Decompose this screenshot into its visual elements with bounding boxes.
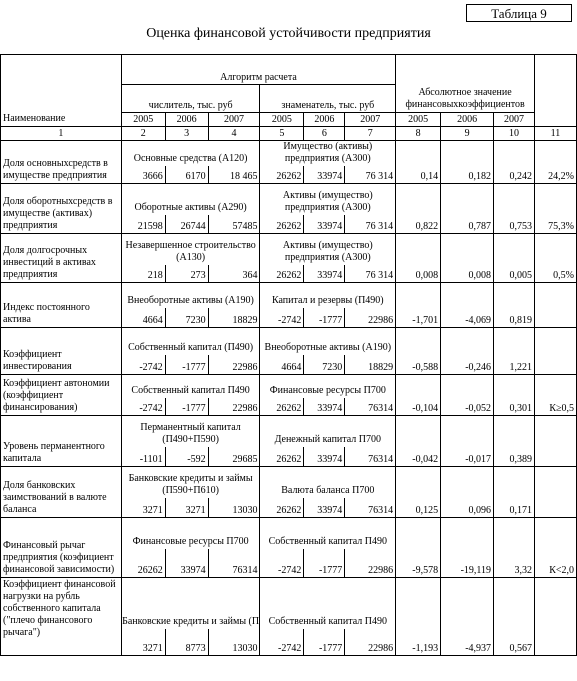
numerator-value: 33974 [165,549,208,577]
indicator-name: Доля долгосрочных инвестиций в активах предприятия [1,233,122,282]
numerator-value: 6170 [165,166,208,183]
denominator-value: -2742 [260,308,304,327]
numerator-label: Незавершенное строительство (А130) [121,233,260,265]
coefficient-spacer [494,577,535,629]
table-row [1,517,577,549]
year-coef-2006: 2006 [441,113,494,127]
norm-value [535,355,577,374]
norm-spacer [535,327,577,355]
numerator-value: 29685 [208,447,260,466]
coefficient-spacer [441,577,494,629]
norm-spacer [535,374,577,398]
denominator-value: 26262 [260,447,304,466]
year-coef-2007: 2007 [494,113,535,127]
norm-spacer [535,466,577,498]
numerator-value: -1777 [165,355,208,374]
numerator-label: Финансовые ресурсы П700 [121,517,260,549]
numerator-value: 26744 [165,215,208,233]
numerator-value: 8773 [165,629,208,655]
column-number: 10 [494,127,535,141]
indicator-name: Уровень перманентного капитала [1,415,122,466]
coefficient-spacer [441,183,494,215]
coefficient-value: -0,588 [396,355,441,374]
coefficient-value: 0,008 [441,265,494,282]
numerator-value: 3271 [121,498,165,517]
coefficient-spacer [441,466,494,498]
numerator-value: 26262 [121,549,165,577]
numerator-value: 22986 [208,398,260,415]
coefficient-value: 0,822 [396,215,441,233]
norm-spacer [535,577,577,629]
indicator-name: Доля банковских заимствований в валюте баланса [1,466,122,517]
coefficient-value: 0,301 [494,398,535,415]
denominator-value: 7230 [304,355,345,374]
coefficient-value: -4,937 [441,629,494,655]
numerator-value: -2742 [121,398,165,415]
coefficient-spacer [494,183,535,215]
coefficient-value: -0,042 [396,447,441,466]
numerator-value: -1101 [121,447,165,466]
table-row [1,282,577,308]
coefficient-spacer [441,141,494,167]
numerator-value: 18 465 [208,166,260,183]
norm-value [535,308,577,327]
numerator-value: 4664 [121,308,165,327]
column-number: 9 [441,127,494,141]
coefficient-spacer [396,183,441,215]
column-number: 6 [304,127,345,141]
numerator-value: 22986 [208,355,260,374]
denominator-value: 76 314 [345,166,396,183]
denominator-label: Собственный капитал П490 [260,517,396,549]
column-number: 7 [345,127,396,141]
denominator-label: Имущество (активы) предприятия (А300) [260,141,396,167]
coefficient-value: 0,171 [494,498,535,517]
numerator-value: 13030 [208,629,260,655]
coefficient-spacer [441,517,494,549]
coefficient-spacer [494,374,535,398]
coefficient-spacer [441,282,494,308]
column-number: 3 [165,127,208,141]
denominator-value: 33974 [304,265,345,282]
numerator-label: Собственный капитал П490 [121,374,260,398]
coefficient-spacer [494,233,535,265]
denominator-value: 33974 [304,166,345,183]
coefficient-spacer [441,327,494,355]
header-numerator: числитель, тыс. руб [121,85,260,113]
denominator-value: 33974 [304,498,345,517]
indicator-name: Финансовый рычаг предприятия (коэфициент финансовой зависимости) [1,517,122,577]
table-row [1,141,577,167]
norm-value: К≥0,5 [535,398,577,415]
numerator-value: 273 [165,265,208,282]
numerator-label: Перманентный капитал (П490+П590) [121,415,260,447]
table-row [1,327,577,355]
denominator-value: 26262 [260,265,304,282]
header-absolute: Абсолютное значение финансовыхкоэффициентов [396,55,535,113]
numerator-label: Внеоборотные активы (А190) [121,282,260,308]
norm-spacer [535,141,577,167]
numerator-value: 21598 [121,215,165,233]
indicator-name: Коэффициент финансовой нагрузки на рубль собственного капитала ("плечо финансового рычага") [1,577,122,655]
column-number: 1 [1,127,122,141]
denominator-value: 76 314 [345,265,396,282]
numerator-value: 3271 [121,629,165,655]
denominator-value: -1777 [304,629,345,655]
denominator-value: 26262 [260,166,304,183]
denominator-value: 26262 [260,215,304,233]
table-row [1,577,577,629]
numerator-label: Основные средства (А120) [121,141,260,167]
year-den-2006: 2006 [304,113,345,127]
year-den-2005: 2005 [260,113,304,127]
coefficient-spacer [441,233,494,265]
header-norm [535,55,577,127]
year-num-2006: 2006 [165,113,208,127]
denominator-value: 4664 [260,355,304,374]
norm-value [535,629,577,655]
denominator-value: 26262 [260,398,304,415]
column-number: 2 [121,127,165,141]
coefficient-spacer [441,374,494,398]
table-number: Таблица 9 [466,4,572,22]
coefficient-value: 0,787 [441,215,494,233]
coefficient-value: 0,096 [441,498,494,517]
numerator-value: 218 [121,265,165,282]
norm-value [535,447,577,466]
numerator-value: 3666 [121,166,165,183]
coefficient-value: 0,182 [441,166,494,183]
numerator-label: Оборотные активы (А290) [121,183,260,215]
coefficient-value: -0,246 [441,355,494,374]
coefficient-value: 0,005 [494,265,535,282]
coefficient-value: -9,578 [396,549,441,577]
coefficient-spacer [494,141,535,167]
numerator-value: -2742 [121,355,165,374]
column-number: 11 [535,127,577,141]
denominator-label: Внеоборотные активы (А190) [260,327,396,355]
norm-spacer [535,282,577,308]
numerator-value: -592 [165,447,208,466]
coefficient-spacer [396,327,441,355]
coefficient-value: -0,017 [441,447,494,466]
denominator-label: Активы (имущество) предприятия (А300) [260,233,396,265]
numerator-value: 18829 [208,308,260,327]
coefficient-value: 0,14 [396,166,441,183]
norm-spacer [535,415,577,447]
year-coef-2005: 2005 [396,113,441,127]
coefficient-spacer [494,466,535,498]
coefficient-value: -4,069 [441,308,494,327]
table-row [1,374,577,398]
coefficient-value: 3,32 [494,549,535,577]
norm-value: 0,5% [535,265,577,282]
denominator-value: 22986 [345,629,396,655]
indicator-name: Коэффициент инвестирования [1,327,122,374]
coefficient-value: 0,242 [494,166,535,183]
denominator-label: Денежный капитал П700 [260,415,396,447]
denominator-label: Собственный капитал П490 [260,577,396,629]
numerator-value: 3271 [165,498,208,517]
denominator-value: 76314 [345,447,396,466]
numerator-value: 76314 [208,549,260,577]
coefficient-spacer [441,415,494,447]
denominator-value: -1777 [304,549,345,577]
norm-value: 75,3% [535,215,577,233]
coefficient-spacer [494,327,535,355]
coefficient-value: -0,052 [441,398,494,415]
table-row [1,466,577,498]
denominator-value: 33974 [304,215,345,233]
denominator-value: 33974 [304,398,345,415]
column-number: 8 [396,127,441,141]
year-num-2005: 2005 [121,113,165,127]
coefficient-value: 1,221 [494,355,535,374]
denominator-label: Финансовые ресурсы П700 [260,374,396,398]
coefficient-value: -1,193 [396,629,441,655]
indicator-name: Индекс постоянного актива [1,282,122,327]
denominator-value: 18829 [345,355,396,374]
header-algorithm: Алгоритм расчета [121,55,395,85]
coefficient-spacer [396,233,441,265]
coefficient-spacer [494,517,535,549]
table-row [1,233,577,265]
denominator-value: 76314 [345,498,396,517]
coefficient-spacer [494,282,535,308]
numerator-label: Собственный капитал (П490) [121,327,260,355]
column-number: 4 [208,127,260,141]
coefficient-value: 0,819 [494,308,535,327]
header-name: Наименование [1,55,122,127]
denominator-value: -2742 [260,629,304,655]
coefficient-value: 0,125 [396,498,441,517]
coefficient-spacer [396,282,441,308]
numerator-value: 7230 [165,308,208,327]
denominator-value: 76314 [345,398,396,415]
norm-spacer [535,183,577,215]
norm-spacer [535,233,577,265]
denominator-label: Валюта баланса П700 [260,466,396,498]
indicator-name: Доля оборотныхсредств в имуществе (активах) предприятия [1,183,122,233]
coefficient-spacer [396,141,441,167]
coefficient-value: -0,104 [396,398,441,415]
year-den-2007: 2007 [345,113,396,127]
coefficient-spacer [396,577,441,629]
numerator-value: -1777 [165,398,208,415]
coefficient-spacer [396,517,441,549]
table-row [1,415,577,447]
numerator-label: Банковские кредиты и займы (П590+П610) [121,466,260,498]
coefficient-value: -1,701 [396,308,441,327]
denominator-value: -1777 [304,308,345,327]
norm-value [535,498,577,517]
coefficient-value: 0,753 [494,215,535,233]
norm-spacer [535,517,577,549]
column-number: 5 [260,127,304,141]
coefficient-spacer [396,466,441,498]
indicator-name: Коэффициент автономии (коэффициент финансирования) [1,374,122,415]
coefficient-value: 0,567 [494,629,535,655]
coefficient-value: 0,389 [494,447,535,466]
header-denominator: знаменатель, тыс. руб [260,85,396,113]
financial-stability-table [0,54,577,656]
denominator-label: Капитал и резервы (П490) [260,282,396,308]
denominator-value: 22986 [345,308,396,327]
denominator-value: -2742 [260,549,304,577]
table-row [1,183,577,215]
numerator-value: 13030 [208,498,260,517]
numerator-value: 57485 [208,215,260,233]
coefficient-value: 0,008 [396,265,441,282]
denominator-value: 22986 [345,549,396,577]
coefficient-value: -19,119 [441,549,494,577]
coefficient-spacer [396,415,441,447]
year-num-2007: 2007 [208,113,260,127]
denominator-value: 26262 [260,498,304,517]
norm-value: 24,2% [535,166,577,183]
denominator-value: 76 314 [345,215,396,233]
coefficient-spacer [396,374,441,398]
table-title: Оценка финансовой устойчивости предприятия [146,26,431,41]
coefficient-spacer [494,415,535,447]
numerator-label: Банковские кредиты и займы (П [121,577,260,629]
denominator-label: Активы (имущество) предприятия (А300) [260,183,396,215]
norm-value: К<2,0 [535,549,577,577]
denominator-value: 33974 [304,447,345,466]
indicator-name: Доля основныхсредств в имуществе предприятия [1,141,122,184]
numerator-value: 364 [208,265,260,282]
